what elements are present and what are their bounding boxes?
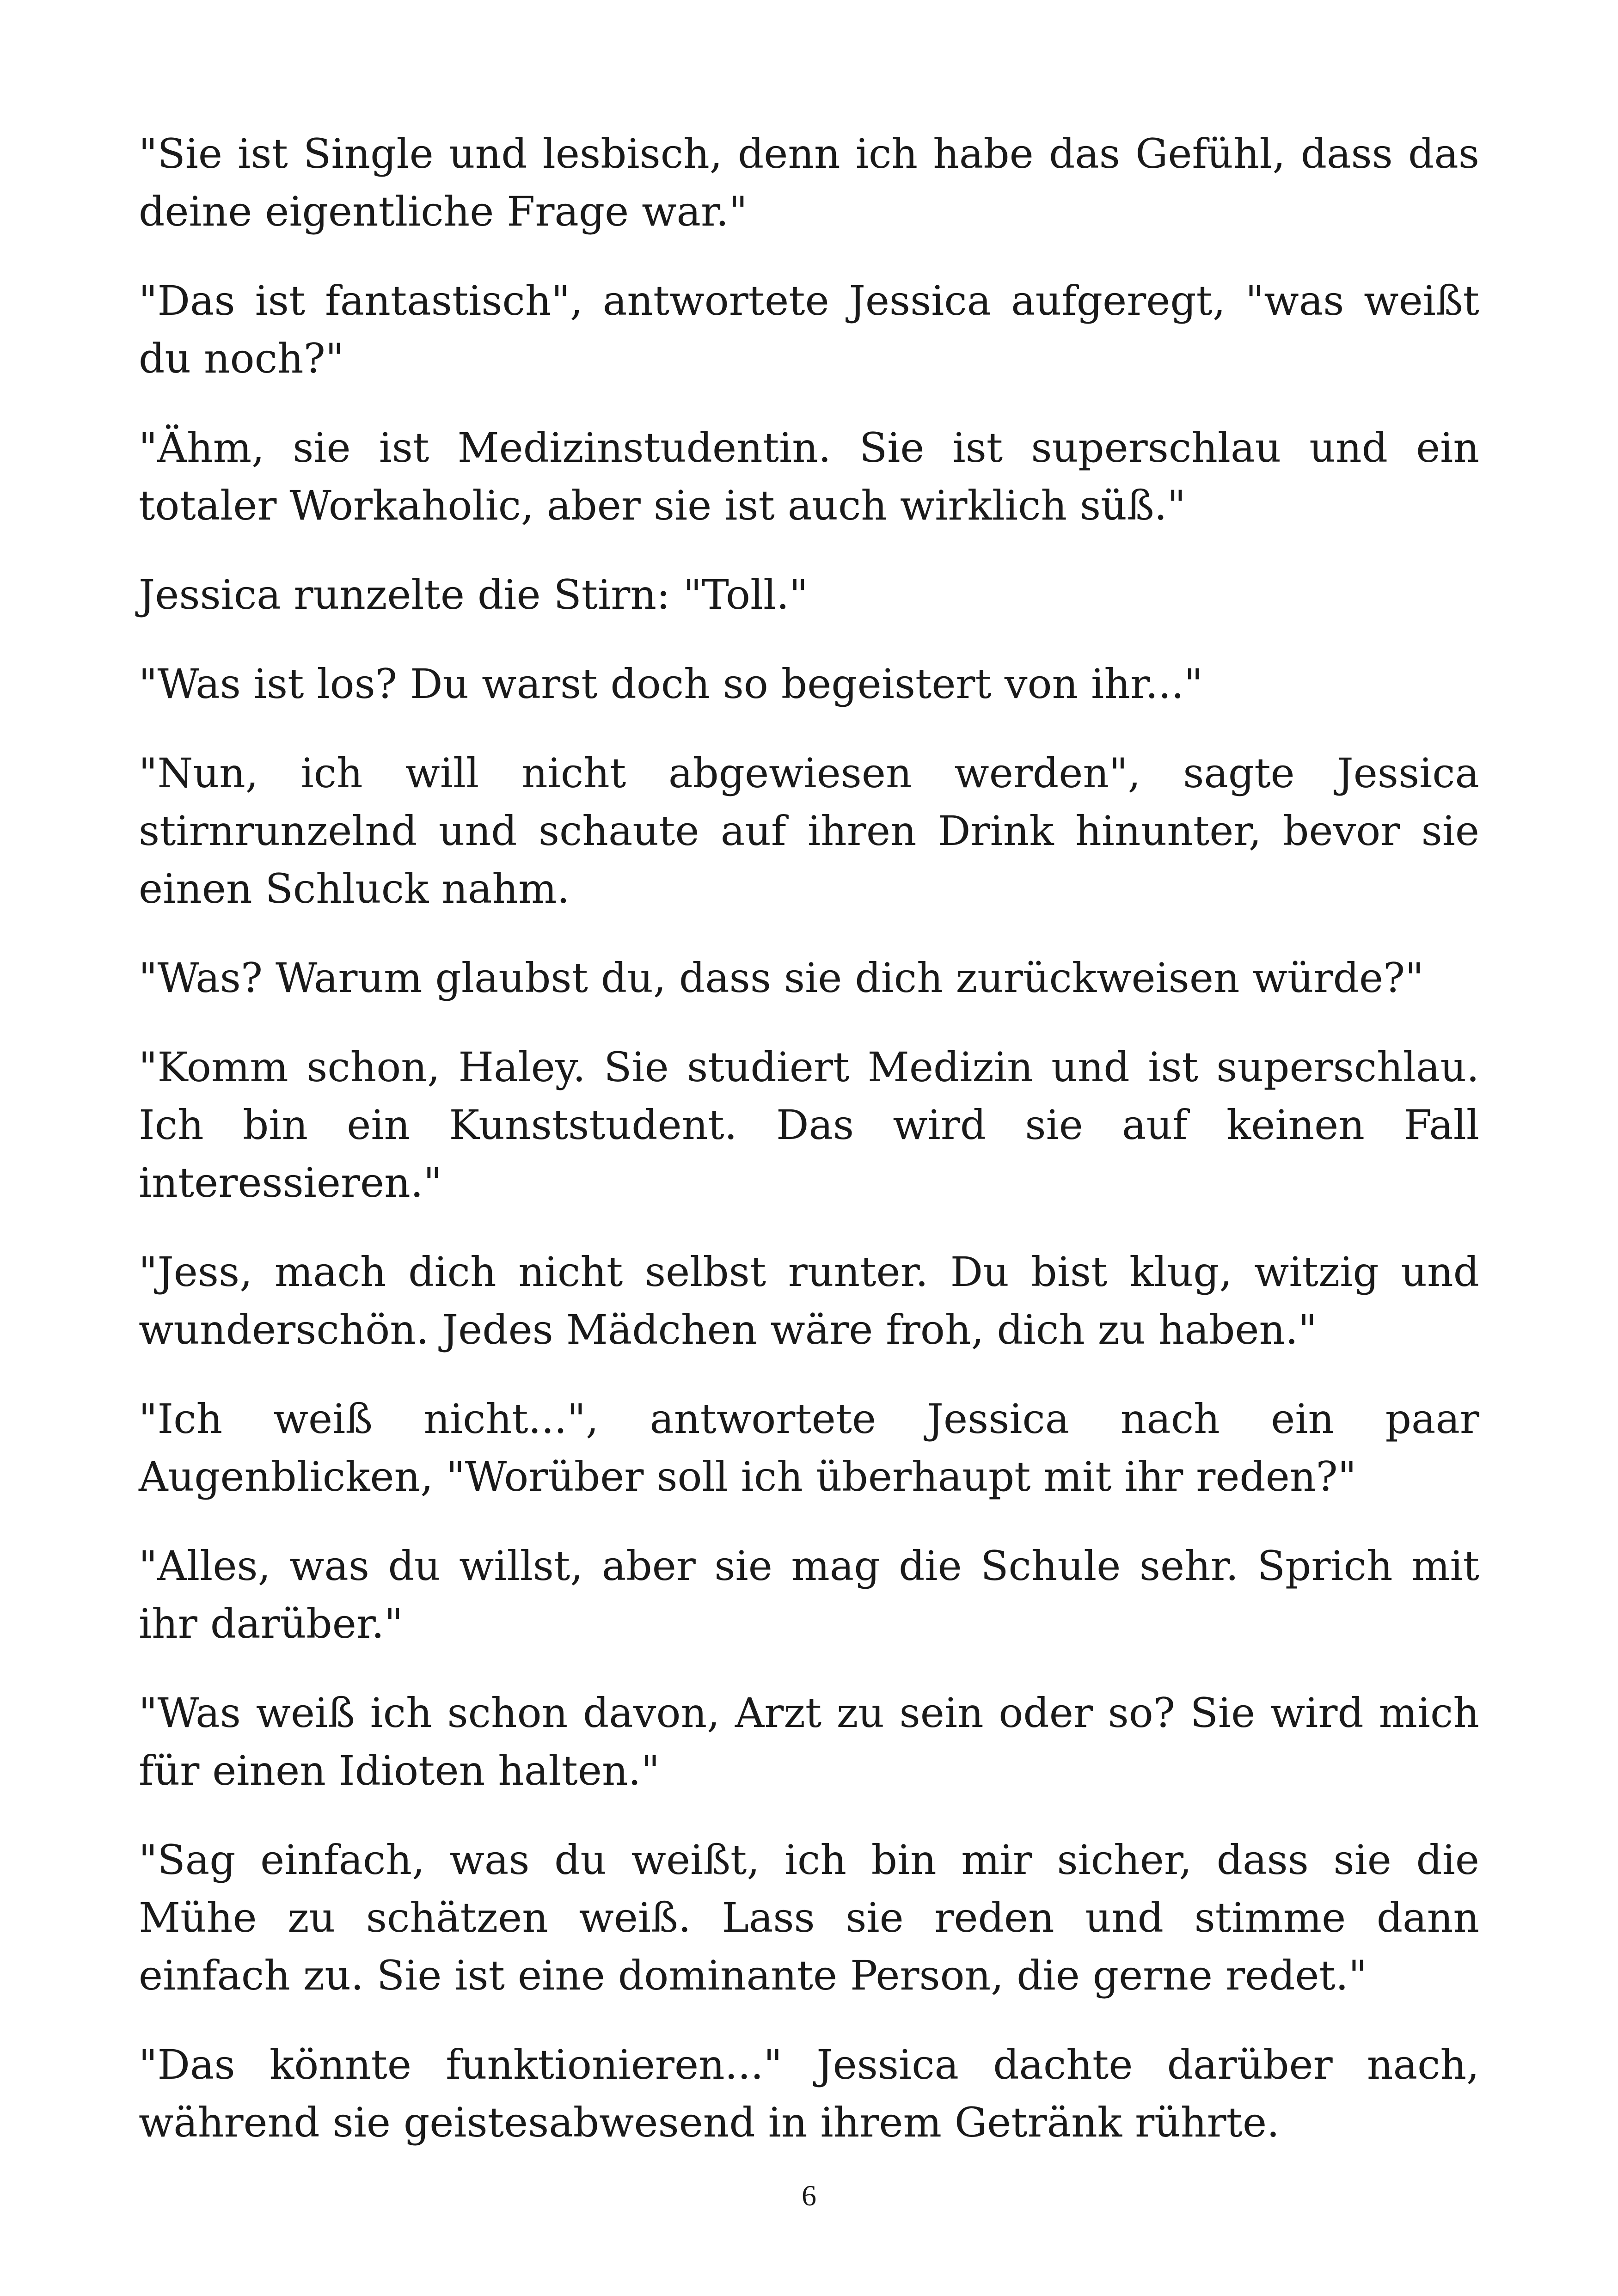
paragraph: "Was ist los? Du warst doch so begeistert von ihr..." <box>139 660 1203 708</box>
paragraph: "Nun, ich will nicht abgewiesen werden", sagte Jessica stirnrunzelnd und schaute auf ihren Drink hinunter, bevor sie einen Schluck nahm. <box>139 749 1479 912</box>
paragraph: "Komm schon, Haley. Sie studiert Medizin und ist superschlau. Ich bin ein Kunststudent. Das wird sie auf keinen Fall interessieren." <box>139 1043 1479 1206</box>
paragraph: "Alles, was du willst, aber sie mag die Schule sehr. Sprich mit ihr darüber." <box>139 1542 1479 1647</box>
body-text <box>139 125 1479 2183</box>
paragraph: "Das ist fantastisch", antwortete Jessica aufgeregt, "was weißt du noch?" <box>139 277 1479 382</box>
paragraph: "Ähm, sie ist Medizinstudentin. Sie ist superschlau und ein totaler Workaholic, aber sie ist auch wirklich süß." <box>139 424 1479 529</box>
paragraph: "Das könnte funktionieren..." Jessica dachte darüber nach, während sie geistesabwesend in ihrem Getränk rührte. <box>139 2041 1479 2146</box>
paragraph: "Was? Warum glaubst du, dass sie dich zurückweisen würde?" <box>139 954 1424 1002</box>
paragraph: "Sag einfach, was du weißt, ich bin mir sicher, dass sie die Mühe zu schätzen weiß. Lass sie reden und stimme dann einfach zu. Sie ist eine dominante Person, die gerne redet." <box>139 1836 1479 1999</box>
paragraph: "Ich weiß nicht...", antwortete Jessica nach ein paar Augenblicken, "Worüber soll ich überhaupt mit ihr reden?" <box>139 1395 1479 1500</box>
page-number: 6 <box>802 2179 816 2212</box>
paragraph: "Sie ist Single und lesbisch, denn ich habe das Gefühl, dass das deine eigentliche Frage war." <box>139 130 1479 235</box>
paragraph: "Was weiß ich schon davon, Arzt zu sein oder so? Sie wird mich für einen Idioten halten." <box>139 1689 1479 1794</box>
paragraph: Jessica runzelte die Stirn: "Toll." <box>139 571 808 618</box>
paragraph: "Jess, mach dich nicht selbst runter. Du bist klug, witzig und wunderschön. Jedes Mädchen wäre froh, dich zu haben." <box>139 1248 1479 1353</box>
